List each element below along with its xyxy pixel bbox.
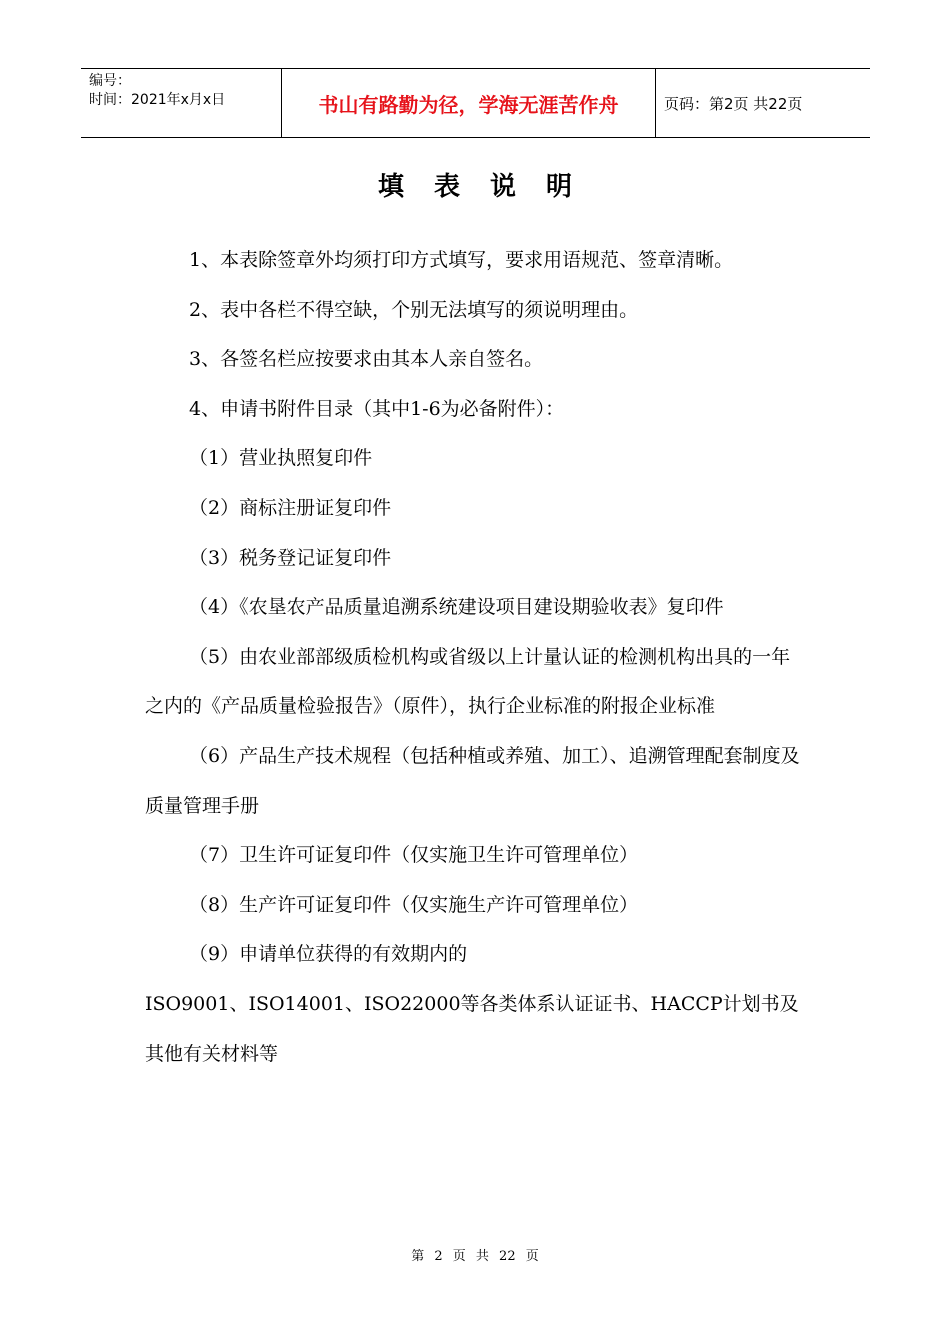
document-header [81,68,870,138]
header-motto: 书山有路勤为径，学海无涯苦作舟 [281,69,656,137]
document-number-label: 编号： [89,73,131,89]
attachment-item: （1）营业执照复印件 [189,447,373,470]
instruction-paragraph: 2、表中各栏不得空缺，个别无法填写的须说明理由。 [189,298,639,321]
attachment-item: （3）税务登记证复印件 [189,546,392,569]
header-meta [81,69,281,137]
page-footer: 第 2 页 共 22 页 [411,1249,539,1264]
attachment-item: （6）产品生产技术规程（包括种植或养殖、加工）、追溯管理配套制度及质量管理手册 [145,744,800,817]
instruction-paragraph: 3、各签名栏应按要求由其本人亲自签名。 [189,348,544,371]
attachment-item: （2）商标注册证复印件 [189,496,392,519]
attachment-item: （9）申请单位获得的有效期内的 [189,943,468,966]
document-time-label: 时间：2021年x月x日 [89,92,226,108]
attachment-item: （5）由农业部部级质检机构或省级以上计量认证的检测机构出具的一年之内的《产品质量检验报告》（原件），执行企业标准的附报企业标准 [145,645,791,718]
attachment-item: （7）卫生许可证复印件（仅实施卫生许可管理单位） [189,844,639,867]
attachment-item-continuation: ISO9001、ISO14001、ISO22000等各类体系认证证书、HACCP计划书及其他有关材料等 [145,992,799,1065]
page-title: 填表说明 [377,172,602,202]
attachment-item: （4）《农垦农产品质量追溯系统建设项目建设期验收表》复印件 [189,596,724,619]
header-page-info: 页码：第2页 共22页 [664,94,803,113]
instruction-paragraph: 1、本表除签章外均须打印方式填写，要求用语规范、签章清晰。 [189,249,734,271]
attachment-item: （8）生产许可证复印件（仅实施生产许可管理单位） [189,893,639,916]
instructions-body [145,236,805,1079]
instruction-paragraph: 4、申请书附件目录（其中1-6为必备附件）： [189,397,565,420]
